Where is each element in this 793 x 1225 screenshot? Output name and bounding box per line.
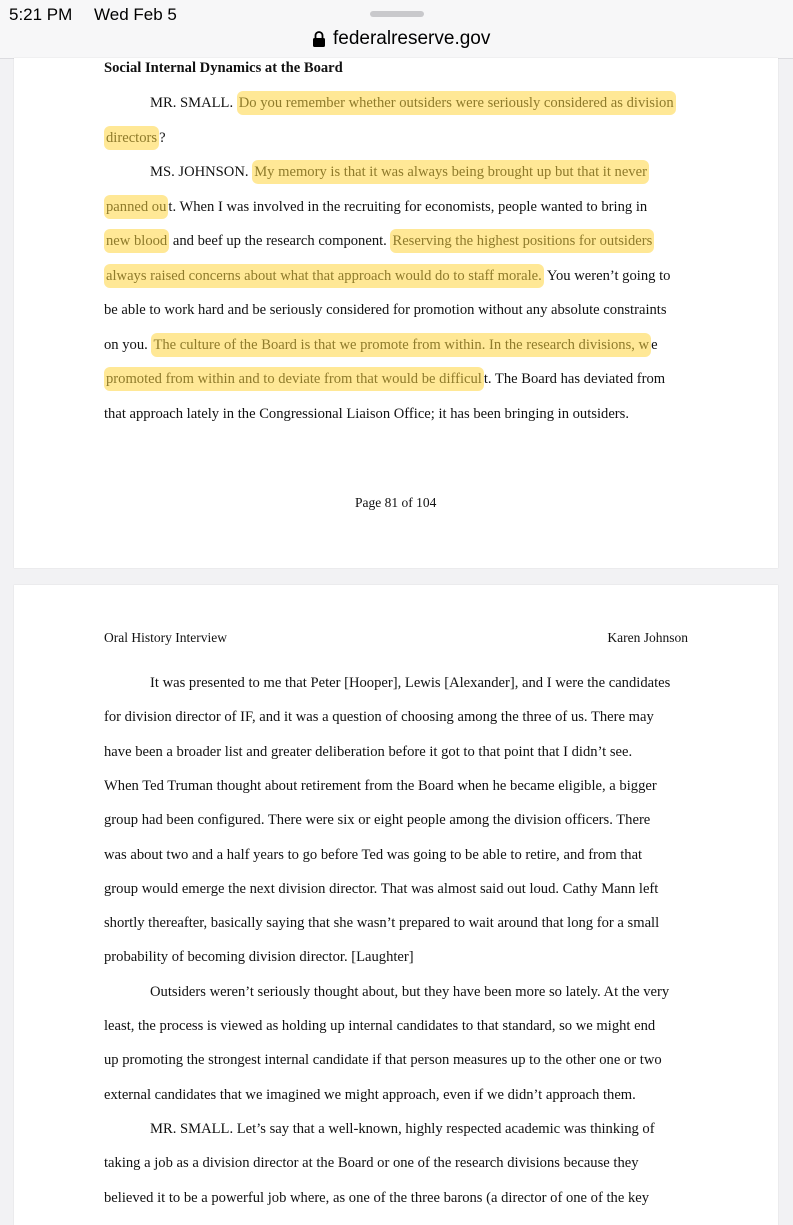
text-segment: be able to work hard and be seriously considered for promotion without any absolute constraints	[104, 302, 667, 318]
text-line: taking a job as a division director at the Board or one of the research divisions because they	[104, 1155, 639, 1172]
text-line	[104, 302, 667, 319]
text-line: MR. SMALL. Let’s say that a well-known, highly respected academic was thinking of	[150, 1120, 655, 1137]
text-line	[104, 268, 670, 285]
highlighted-text: The culture of the Board is that we promote from within. In the research divisions, w	[151, 333, 651, 357]
text-line	[104, 337, 658, 354]
running-header-author: Karen Johnson	[607, 630, 688, 645]
section-heading: Social Internal Dynamics at the Board	[104, 60, 343, 76]
url-display[interactable]	[312, 28, 490, 50]
highlighted-text: promoted from within and to deviate from that would be difficul	[104, 367, 484, 391]
text-line	[150, 164, 649, 181]
url-text: federalreserve.gov	[333, 28, 491, 49]
highlighted-text: directors	[104, 126, 159, 150]
text-line	[150, 95, 676, 112]
text-segment: You weren’t going to	[543, 267, 671, 284]
text-line: Outsiders weren’t seriously thought about, but they have been more so lately. At the very	[150, 983, 670, 1000]
running-header-title: Oral History Interview	[104, 630, 227, 645]
text-segment: MS. JOHNSON.	[150, 164, 253, 180]
text-line: have been a broader list and greater deliberation before it got to that point that I didn’t see.	[104, 743, 633, 760]
text-segment: ?	[159, 129, 166, 146]
text-line	[104, 130, 166, 147]
text-segment: e	[651, 336, 658, 353]
text-line: It was presented to me that Peter [Hooper], Lewis [Alexander], and I were the candidates	[150, 675, 671, 691]
text-segment: t. The Board has deviated from	[483, 371, 666, 387]
text-line: probability of becoming division director. [Laughter]	[104, 949, 414, 966]
text-line: shortly thereafter, basically saying that she wasn’t prepared to wait around that long for a small	[104, 915, 660, 932]
text-line	[104, 199, 647, 216]
text-line: When Ted Truman thought about retirement from the Board when he became eligible, a bigger	[104, 777, 657, 794]
text-line	[104, 371, 665, 388]
status-time: 5:21 PM	[9, 5, 73, 24]
text-line: was about two and a half years to go before Ted was going to be able to retire, and from that	[104, 846, 643, 863]
text-line: external candidates that we imagined we might approach, even if we didn’t approach them.	[104, 1086, 636, 1103]
text-segment: t. When I was involved in the recruiting for economists, people wanted to bring in	[168, 198, 648, 215]
text-line: least, the process is viewed as holding up internal candidates to that standard, so we might end	[104, 1018, 656, 1034]
highlighted-text: Do you remember whether outsiders were seriously considered as division	[237, 91, 676, 115]
text-line: group would emerge the next division director. That was almost said out loud. Cathy Mann left	[104, 880, 659, 897]
text-line: up promoting the strongest internal candidate if that person measures up to the other one or two	[104, 1052, 662, 1069]
text-segment: MR. SMALL.	[150, 95, 237, 111]
text-segment: and beef up the research component.	[169, 233, 391, 249]
multitasking-grabber[interactable]	[370, 11, 424, 17]
highlighted-text: Reserving the highest positions for outsiders	[390, 229, 654, 253]
text-line	[104, 233, 654, 250]
highlighted-text: new blood	[104, 229, 169, 253]
text-line: for division director of IF, and it was a question of choosing among the three of us. There may	[104, 709, 654, 726]
text-segment: on you.	[104, 336, 152, 353]
status-date: Wed Feb 5	[94, 5, 177, 24]
text-line: group had been configured. There were six or eight people among the division officers. There	[104, 812, 651, 829]
highlighted-text: My memory is that it was always being brought up but that it never	[252, 160, 649, 184]
address-bar[interactable]	[0, 24, 793, 59]
highlighted-text: always raised concerns about what that approach would do to staff morale.	[104, 264, 544, 288]
document-page-82	[14, 585, 778, 1225]
document-page-81	[14, 58, 778, 568]
text-segment: that approach lately in the Congressional Liaison Office; it has been bringing in outsiders.	[104, 405, 629, 422]
lock-icon	[312, 30, 326, 48]
text-line: believed it to be a powerful job where, as one of the three barons (a director of one of the key	[104, 1189, 650, 1206]
text-line	[104, 406, 629, 423]
page-number: Page 81 of 104	[355, 495, 437, 510]
highlighted-text: panned ou	[104, 195, 168, 219]
